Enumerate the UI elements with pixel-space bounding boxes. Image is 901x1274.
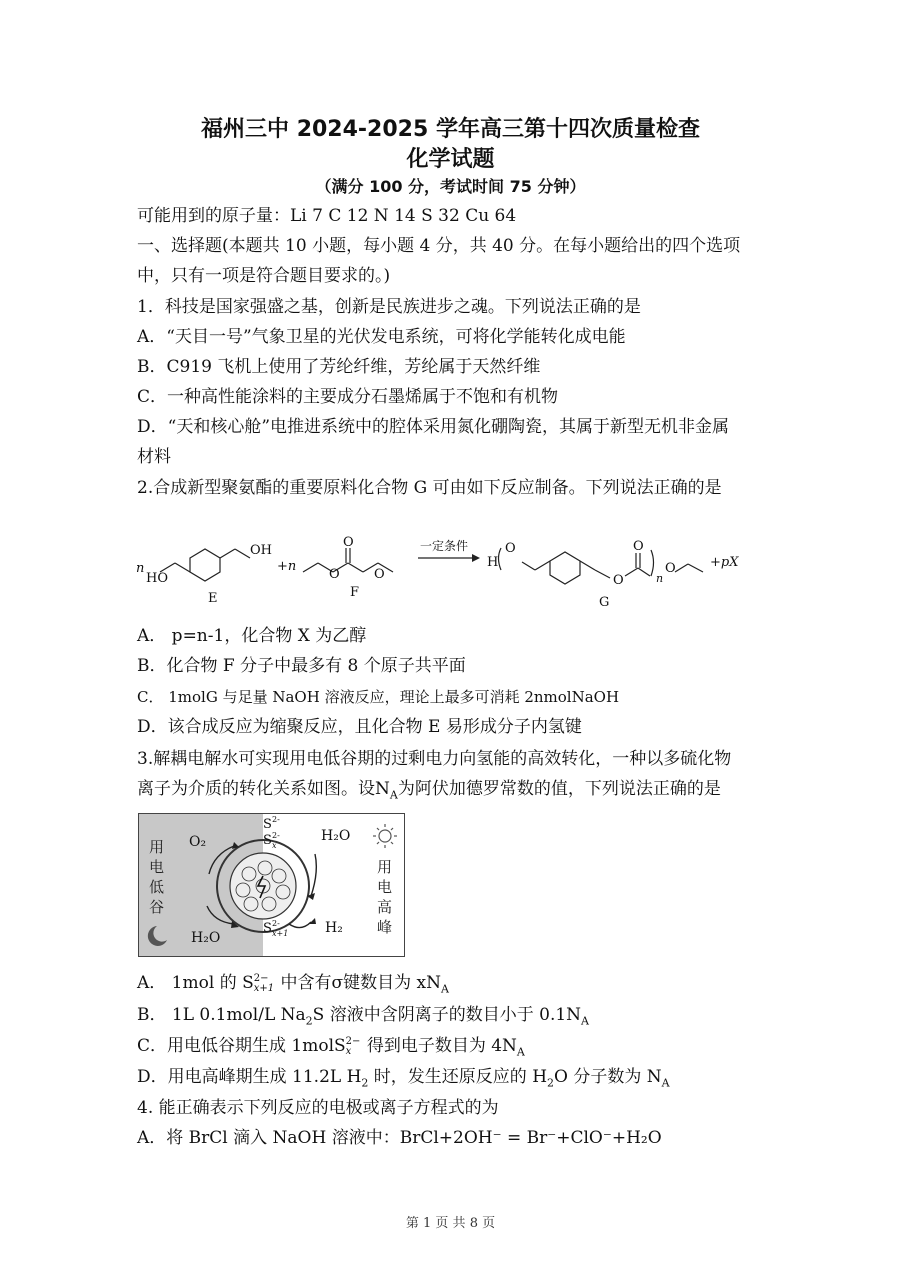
q2-label-e: E <box>208 591 218 606</box>
q2-coef-n: n <box>136 561 145 576</box>
q2-g-o2: O <box>613 573 624 588</box>
q3-fig-right-label-4: 峰 <box>377 918 393 936</box>
q2-g-h: H <box>487 555 499 570</box>
q1-option-d-cont: 材料 <box>137 447 171 467</box>
catalyst-particle <box>217 840 309 932</box>
q3-option-d: D．用电高峰期生成 11.2L $H_2$ 时，发生还原反应的 $H_2O$ 分子数为 $N_A$ <box>137 1067 670 1090</box>
atomic-masses: 可能用到的原子量：Li 7 C 12 N 14 S 32 Cu 64 <box>137 206 517 226</box>
q3-option-a: A． 1mol 的 S 2− x+1 中含有σ键数目为 $xN_A$ <box>137 972 449 996</box>
q3-fig-right-label-2: 电 <box>377 878 393 896</box>
q2-plus-n: +n <box>277 559 297 574</box>
q2-option-c: C． 1molG 与足量 NaOH 溶液反应，理论上最多可消耗 2nmolNaOH <box>137 688 620 706</box>
q3-fig-right-label-1: 用 <box>377 858 393 876</box>
page-footer: 第 1 页 共 8 页 <box>405 1216 496 1231</box>
moon-icon <box>148 926 167 946</box>
q2-g-carbonyl-o: O <box>633 539 644 554</box>
q2-f-carbonyl-o: O <box>343 535 354 550</box>
q3-fig-left-label-4: 谷 <box>149 898 165 916</box>
q2-g-n: n <box>656 572 664 585</box>
q3-fig-h2o-top: H₂O <box>321 828 351 844</box>
q2-option-b: B．化合物 F 分子中最多有 8 个原子共平面 <box>137 656 466 676</box>
q3-fig-h2: H₂ <box>325 920 343 936</box>
q2-g-o1: O <box>505 541 516 556</box>
q1-option-d: D．“天和核心舱”电推进系统中的腔体采用氮化硼陶瓷，其属于新型无机非金属 <box>137 417 730 437</box>
q3-stem-line2: 离子为介质的转化关系如图。设$N_A$为阿伏加德罗常数的值，下列说法正确的是 <box>137 779 721 802</box>
q3-figure <box>138 813 405 957</box>
q3-fig-s-mid-sub: x <box>272 841 277 850</box>
q2-option-d: D．该合成反应为缩聚反应，且化合物 E 易形成分子内氢键 <box>137 717 582 737</box>
q3-stem-line1: 3.解耦电解水可实现用电低谷期的过剩电力向氢能的高效转化，一种以多硫化物 <box>137 749 732 769</box>
q3-fig-s-top-sup: 2- <box>272 815 280 824</box>
q3-fig-s-bot: S <box>263 921 272 936</box>
q1-option-a: A．“天目一号”气象卫星的光伏发电系统，可将化学能转化成电能 <box>137 327 626 347</box>
q2-reaction-scheme <box>130 520 770 612</box>
q3-fig-right-label-3: 高 <box>377 898 393 916</box>
q4-stem: 4. 能正确表示下列反应的电极或离子方程式的为 <box>137 1098 499 1118</box>
q1-option-c: C．一种高性能涂料的主要成分石墨烯属于不饱和有机物 <box>137 387 559 407</box>
q3-fig-s-top: S <box>263 817 272 832</box>
page-subtitle: 化学试题 <box>406 147 495 172</box>
q3-option-b: B． 1L 0.1mol/L $Na_2S$ 溶液中含阴离子的数目小于 $0.1N_A$ <box>137 1005 589 1028</box>
q2-label-g: G <box>599 595 610 610</box>
sun-icon <box>373 824 397 848</box>
q4-option-a: A．将 BrCl 滴入 NaOH 溶液中：BrCl+2OH⁻ = Br⁻+ClO⁻+H₂O <box>137 1128 662 1148</box>
q3-fig-s-bot-sub: x+1 <box>272 929 289 938</box>
q2-e-ho: HO <box>146 571 168 586</box>
q3-fig-left-label-2: 电 <box>149 858 165 876</box>
q2-option-a: A． p=n-1，化合物 X 为乙醇 <box>137 626 367 646</box>
q3-option-c: C．用电低谷期生成 1molS 2− x 得到电子数目为 $4N_A$ <box>137 1035 525 1059</box>
q3-fig-left-label-3: 低 <box>149 878 165 896</box>
q2-condition: 一定条件 <box>420 539 469 553</box>
score-info: （满分 100 分，考试时间 75 分钟） <box>315 177 586 196</box>
q2-e-oh: OH <box>250 543 272 558</box>
q3-fig-s-mid: S <box>263 833 272 848</box>
page-title: 福州三中 2024-2025 学年高三第十四次质量检查 <box>201 117 700 142</box>
q2-f-ether-o2: O <box>374 567 385 582</box>
section-heading-line2: 中，只有一项是符合题目要求的。) <box>137 266 391 286</box>
q3-fig-h2o-bottom: H₂O <box>191 930 221 946</box>
q1-option-b: B．C919 飞机上使用了芳纶纤维，芳纶属于天然纤维 <box>137 357 541 377</box>
q2-label-f: F <box>350 585 360 600</box>
q2-plus-px: +pX <box>710 555 739 570</box>
q3-fig-s-mid-sup: 2- <box>272 831 280 840</box>
section-heading-line1: 一、选择题(本题共 10 小题，每小题 4 分，共 40 分。在每小题给出的四个选项 <box>137 236 741 256</box>
q3-fig-o2: O₂ <box>189 834 207 850</box>
q1-stem: 1．科技是国家强盛之基，创新是民族进步之魂。下列说法正确的是 <box>137 297 641 317</box>
q2-stem: 2.合成新型聚氨酯的重要原料化合物 G 可由如下反应制备。下列说法正确的是 <box>137 478 722 498</box>
q3-fig-left-label-1: 用 <box>149 838 165 856</box>
q2-g-o3: O <box>665 561 676 576</box>
q2-f-ether-o1: O <box>329 567 340 582</box>
q3-fig-s-bot-sup: 2- <box>272 919 280 928</box>
